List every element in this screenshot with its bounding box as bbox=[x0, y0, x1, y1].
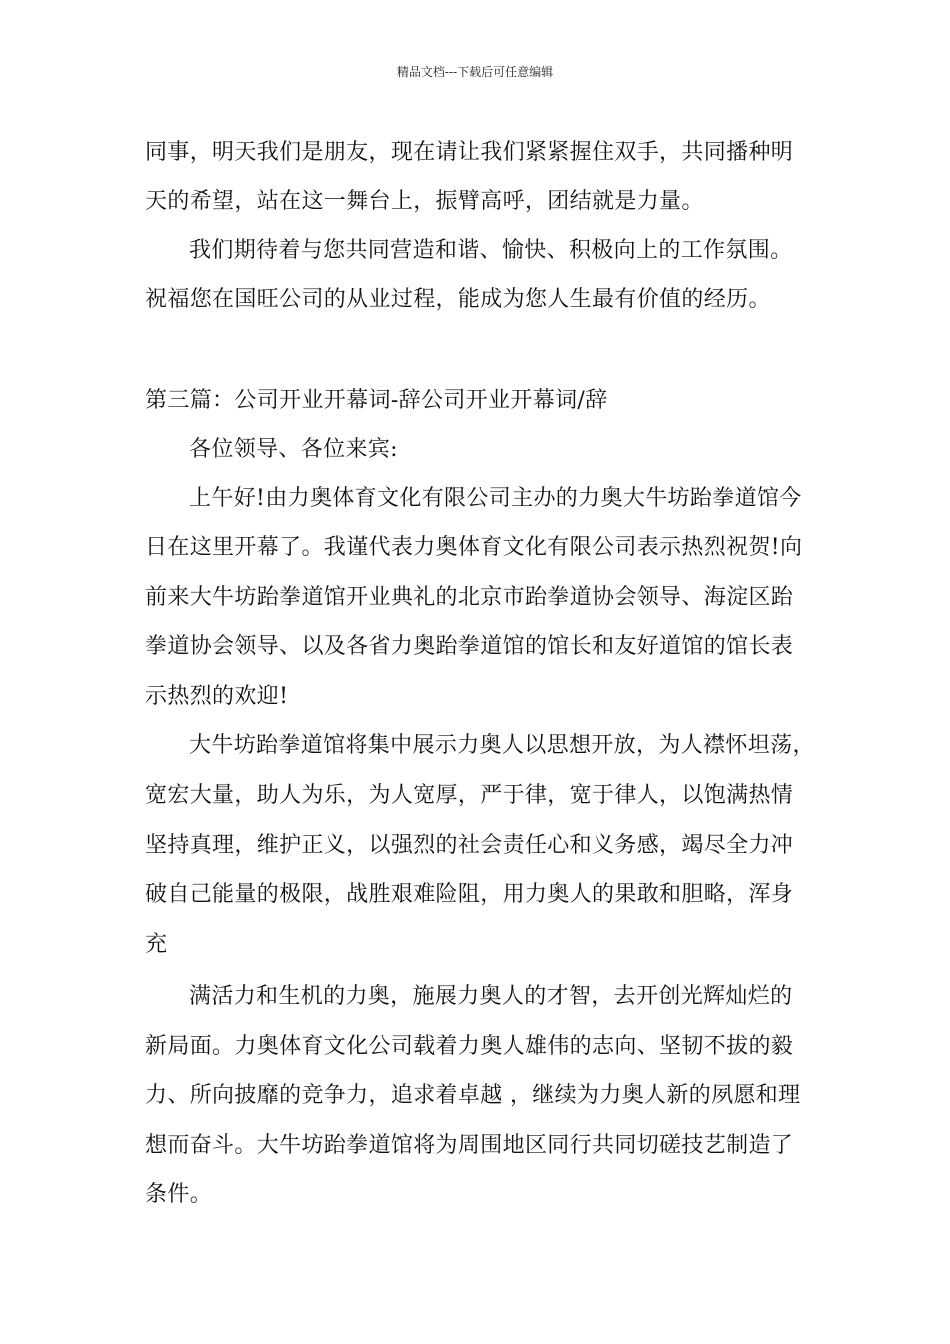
text-line: 新局面。力奥体育文化公司载着力奥人雄伟的志向、坚韧不拔的毅 bbox=[145, 1034, 794, 1059]
text-line: 祝福您在国旺公司的从业过程，能成为您人生最有价值的经历。 bbox=[145, 287, 771, 312]
text-line: 各位领导、各位来宾: bbox=[189, 437, 398, 462]
text-line: 力、所向披靡的竞争力，追求着卓越 ，继续为力奥人新的夙愿和理 bbox=[145, 1083, 801, 1108]
text-line: 宽宏大量，助人为乐，为人宽厚，严于律，宽于律人，以饱满热情 bbox=[145, 783, 794, 808]
section-heading: 第三篇：公司开业开幕词-辞公司开业开幕词/辞 bbox=[145, 388, 608, 413]
text-line: 拳道协会领导、以及各省力奥跆拳道馆的馆长和友好道馆的馆长表 bbox=[145, 634, 794, 659]
text-line: 坚持真理，维护正义，以强烈的社会责任心和义务感，竭尽全力冲 bbox=[145, 833, 794, 858]
text-line: 前来大牛坊跆拳道馆开业典礼的北京市跆拳道协会领导、海淀区跆 bbox=[145, 585, 794, 610]
text-line: 大牛坊跆拳道馆将集中展示力奥人以思想开放，为人襟怀坦荡， bbox=[189, 733, 815, 758]
text-line: 破自己能量的极限，战胜艰难险阻，用力奥人的果敢和胆略，浑身 bbox=[145, 882, 794, 907]
text-line: 上午好!由力奥体育文化有限公司主办的力奥大牛坊跆拳道馆今 bbox=[189, 486, 802, 511]
text-line: 条件。 bbox=[145, 1182, 213, 1207]
text-line: 想而奋斗。大牛坊跆拳道馆将为周围地区同行共同切磋技艺制造了 bbox=[145, 1133, 794, 1158]
page-header: 精品文档---下载后可任意编辑 bbox=[396, 65, 554, 79]
text-line: 充 bbox=[145, 932, 168, 957]
text-line: 满活力和生机的力奥，施展力奥人的才智，去开创光辉灿烂的 bbox=[189, 984, 793, 1009]
text-line: 示热烈的欢迎! bbox=[145, 684, 289, 709]
text-line: 同事，明天我们是朋友，现在请让我们紧紧握住双手，共同播种明 bbox=[145, 140, 794, 165]
text-line: 天的希望，站在这一舞台上，振臂高呼，团结就是力量。 bbox=[145, 189, 704, 214]
text-line: 日在这里开幕了。我谨代表力奥体育文化有限公司表示热烈祝贺!向 bbox=[145, 535, 803, 560]
text-line: 我们期待着与您共同营造和谐、愉快、积极向上的工作氛围。 bbox=[189, 238, 793, 263]
